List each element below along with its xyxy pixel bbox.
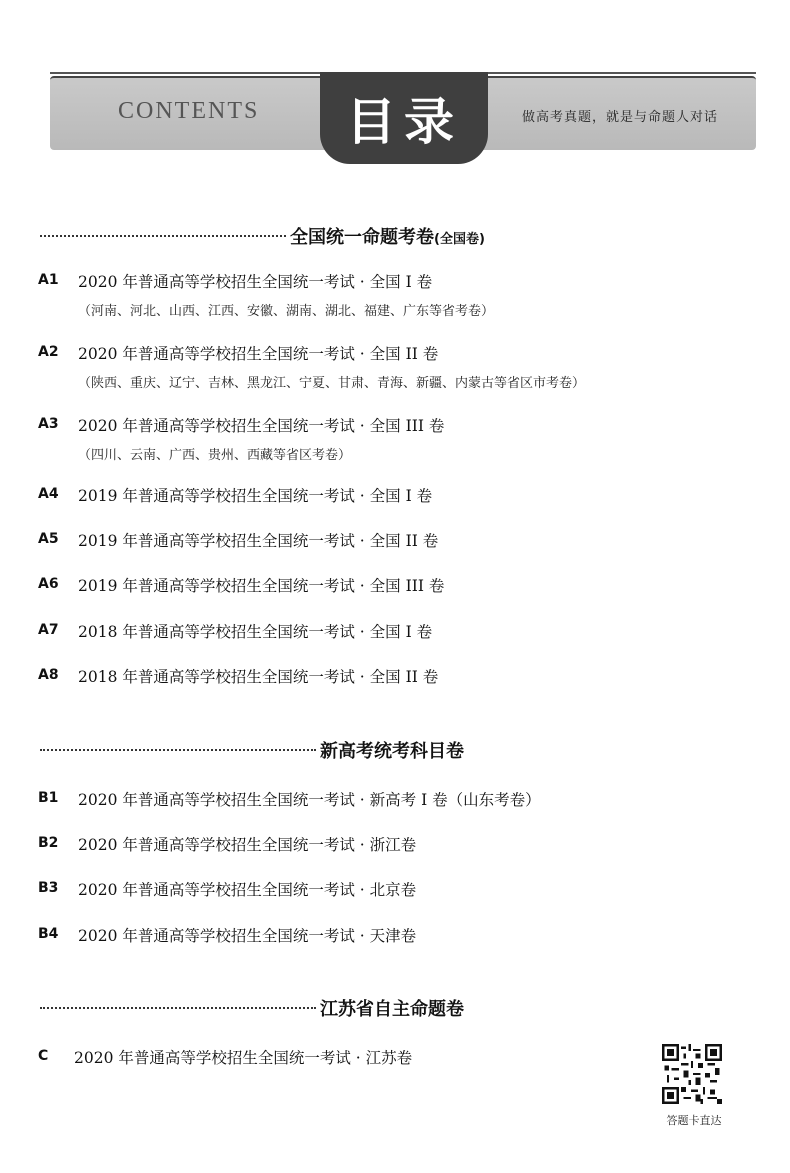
entry-title: 2019 年普通高等学校招生全国统一考试 · 全国 III 卷 xyxy=(78,577,445,595)
entry-title: 2019 年普通高等学校招生全国统一考试 · 全国 I 卷 xyxy=(78,487,433,505)
dotted-divider xyxy=(40,749,316,751)
section-header-c xyxy=(40,996,530,1020)
entry-code: B4 xyxy=(38,926,59,942)
slogan: 做高考真题，就是与命题人对话 xyxy=(522,110,719,125)
entry-title: 2020 年普通高等学校招生全国统一考试 · 天津卷 xyxy=(78,927,417,945)
entry-code: B1 xyxy=(38,790,59,806)
entry-title: 2020 年普通高等学校招生全国统一考试 · 新高考 I 卷（山东考卷） xyxy=(78,791,541,809)
entry-note: （陕西、重庆、辽宁、吉林、黑龙江、宁夏、甘肃、青海、新疆、内蒙古等省区市考卷） xyxy=(78,376,586,391)
entry-code: A4 xyxy=(38,486,59,502)
section-title: 新高考统考科目卷 xyxy=(320,741,464,762)
entry-code: C xyxy=(38,1048,49,1064)
entry-title: 2020 年普通高等学校招生全国统一考试 · 江苏卷 xyxy=(74,1049,413,1067)
entry-title: 2020 年普通高等学校招生全国统一考试 · 全国 II 卷 xyxy=(78,345,439,363)
entry-title: 2020 年普通高等学校招生全国统一考试 · 全国 I 卷 xyxy=(78,273,433,291)
section-subtitle: (全国卷) xyxy=(434,232,485,247)
entry-title: 2018 年普通高等学校招生全国统一考试 · 全国 I 卷 xyxy=(78,623,433,641)
section-header-b xyxy=(40,738,530,762)
qr-code-icon[interactable] xyxy=(662,1044,722,1104)
section-header-a xyxy=(40,224,530,248)
section-title: 全国统一命题考卷(全国卷) xyxy=(290,227,485,248)
entry-title: 2020 年普通高等学校招生全国统一考试 · 浙江卷 xyxy=(78,836,417,854)
entry-title: 2018 年普通高等学校招生全国统一考试 · 全国 II 卷 xyxy=(78,668,439,686)
contents-label: CONTENTS xyxy=(118,98,260,124)
dotted-divider xyxy=(40,235,286,237)
entry-code: B3 xyxy=(38,880,59,896)
entry-title: 2020 年普通高等学校招生全国统一考试 · 全国 III 卷 xyxy=(78,417,445,435)
entry-code: B2 xyxy=(38,835,59,851)
entry-code: A2 xyxy=(38,344,59,360)
title-tab xyxy=(320,72,488,164)
entry-code: A3 xyxy=(38,416,59,432)
entry-code: A1 xyxy=(38,272,59,288)
entry-title: 2019 年普通高等学校招生全国统一考试 · 全国 II 卷 xyxy=(78,532,439,550)
entry-code: A8 xyxy=(38,667,59,683)
entry-code: A6 xyxy=(38,576,59,592)
entry-code: A5 xyxy=(38,531,59,547)
entry-note: （河南、河北、山西、江西、安徽、湖南、湖北、福建、广东等省考卷） xyxy=(78,304,495,319)
dotted-divider xyxy=(40,1007,316,1009)
qr-caption: 答题卡直达 xyxy=(666,1114,722,1127)
entry-code: A7 xyxy=(38,622,59,638)
page-title: 目录 xyxy=(346,93,462,151)
entry-title: 2020 年普通高等学校招生全国统一考试 · 北京卷 xyxy=(78,881,417,899)
section-title: 江苏省自主命题卷 xyxy=(320,999,464,1020)
entry-note: （四川、云南、广西、贵州、西藏等省区考卷） xyxy=(78,448,352,463)
